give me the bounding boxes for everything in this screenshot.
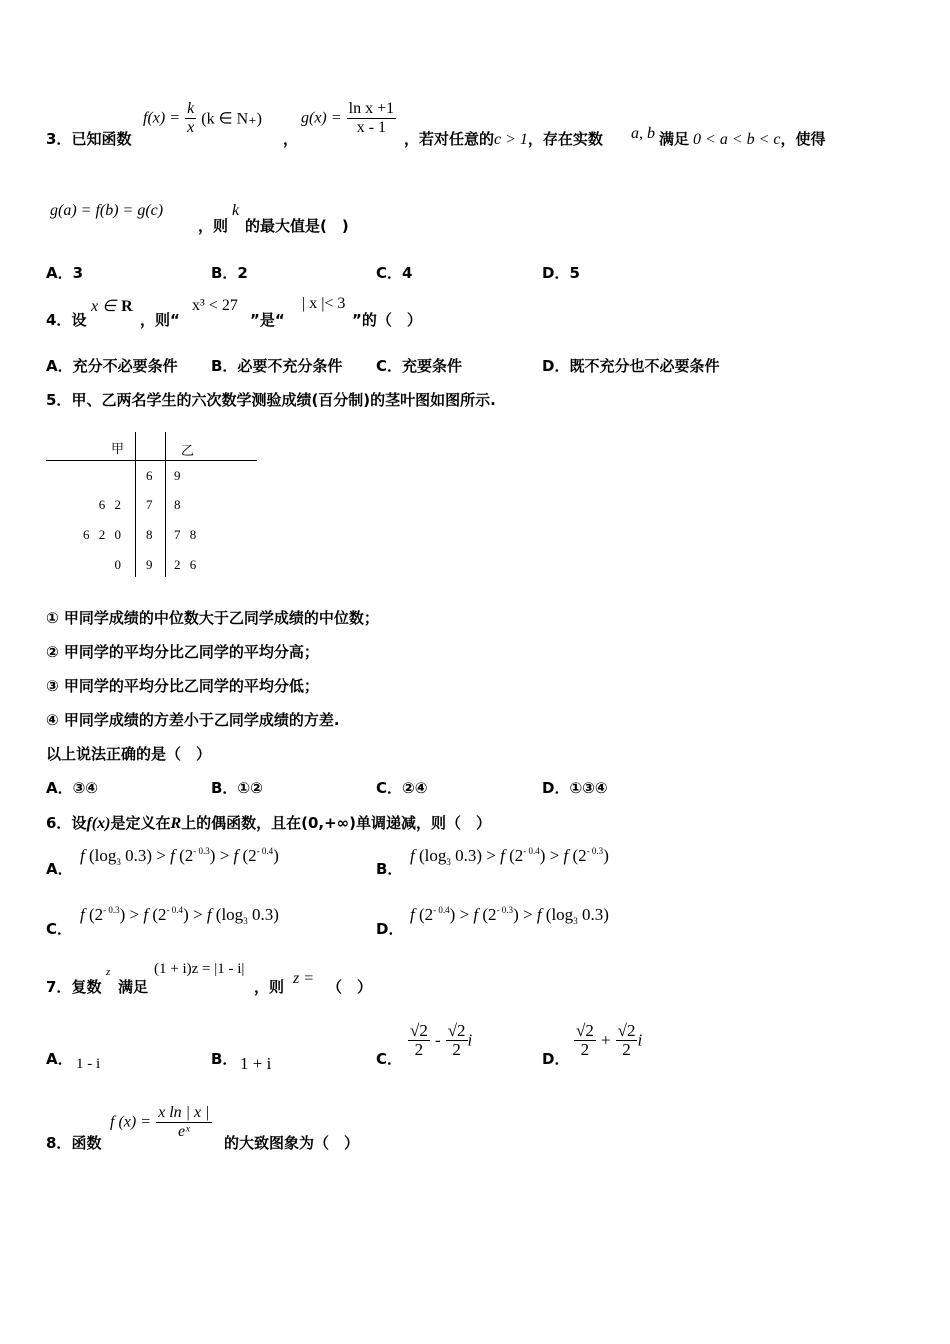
q6-option-d-expr: f $(2^{- 0.4}) > f$ $(2^{- 0.3}) > f$ ($\log_3$ 0.3) (410, 905, 609, 926)
q8-t2: 的大致图象为（ ） (224, 1134, 360, 1152)
q6-label-b: B． (376, 860, 403, 878)
stemplot-row1-right: 9 (174, 468, 181, 483)
q3-line2-text2: 的最大值是( ) (245, 217, 349, 235)
q4-t3: ”是“ (250, 311, 285, 329)
q7-d-num1: √2 (576, 1021, 594, 1040)
q3-option-c: C．4 (376, 264, 413, 282)
q7-c-num2: √2 (447, 1021, 466, 1040)
q8-num: x ln | x | (158, 1104, 210, 1121)
q6-option-d (410, 905, 609, 925)
stemplot-row2-stem: 7 (146, 497, 153, 512)
q3-option-a: A．3 (46, 264, 84, 282)
q8-t1: 函数 (71, 1134, 102, 1152)
q3-intro: 已知函数 (71, 130, 132, 148)
q3-g-fraction (347, 100, 396, 137)
q3-f-definition (143, 100, 262, 137)
q3-number: 3． (46, 130, 72, 148)
q5-statement-3: ③ 甲同学的平均分比乙同学的平均分低； (46, 677, 319, 695)
q8-den: eˣ (178, 1123, 190, 1140)
q3-line2-text1: ，则 (198, 217, 229, 235)
q7-d-op: + (600, 1030, 611, 1050)
q3-text3: ，存在实数 (527, 130, 603, 148)
q5-statement-4: ④ 甲同学成绩的方差小于乙同学成绩的方差. (46, 711, 340, 729)
q3-text5: ，使得 (780, 130, 826, 148)
q6-label-c: C． (46, 920, 73, 938)
q6-t1: 设 (71, 814, 87, 832)
q3-g-num: ln x +1 (348, 100, 395, 117)
q5-text: 甲、乙两名学生的六次数学测验成绩(百分制)的茎叶图如图所示. (71, 391, 496, 409)
stemplot-horizontal-rule (46, 460, 257, 461)
stemplot-row2-left: 6 2 (98, 497, 121, 512)
q8-lhs: f (x) = (110, 1113, 151, 1131)
stemplot-row3-stem: 8 (146, 527, 153, 542)
q4-line (46, 309, 86, 330)
q4-option-c: C．充要条件 (376, 357, 463, 375)
q7-c-frac1 (408, 1022, 430, 1059)
q4-number: 4． (46, 311, 72, 329)
q3-text2: ，若对任意的 (404, 130, 495, 148)
q6-option-b-expr: f ($\log_3$ 0.3) > f $(2^{- 0.4}) > f$ $(2^{- 0.3})$ (410, 846, 609, 867)
stemplot-row1-stem: 6 (146, 468, 153, 483)
q7-d-i: i (637, 1030, 643, 1050)
q7-c-den1: 2 (414, 1040, 424, 1059)
q7-t2: 满足 (118, 978, 149, 996)
q3-g-den: x - 1 (356, 119, 387, 136)
stemplot-row3-left: 6 2 0 (83, 527, 121, 542)
q6-label-d: D． (376, 920, 404, 938)
stemplot-row4-left: 0 (114, 557, 121, 572)
q7-c-op: - (434, 1030, 441, 1050)
q4-t4: ”的（ ） (352, 311, 422, 329)
q4-cond2: | x |< 3 (302, 295, 346, 312)
q8-number: 8． (46, 1134, 72, 1152)
q4-t2: ，则“ (140, 311, 180, 329)
q3-g-definition (301, 100, 396, 137)
q3-f-fraction (185, 100, 196, 137)
stemplot-left-rule (135, 432, 136, 577)
q5-number: 5． (46, 391, 72, 409)
q3-f-cond: (k ∈ N₊) (201, 110, 262, 128)
q3-text4: 满足 (659, 130, 690, 148)
q6-option-c-expr: f $(2^{- 0.3}) > f$ $(2^{- 0.4}) > f$ ($\log_3$ 0.3) (80, 905, 279, 926)
stemplot-header-right: 乙 (181, 443, 195, 458)
q6-t3: 上的偶函数，且在(0,+∞)单调递减，则（ ） (181, 814, 492, 832)
q7-c-num1: √2 (410, 1021, 428, 1040)
q6-fx: f(x) (86, 815, 111, 832)
stemplot-right-rule (165, 432, 166, 577)
q7-option-b: 1 + i (240, 1054, 272, 1073)
q6-t2: 是定义在 (110, 814, 171, 832)
q5-option-d: D．①③④ (542, 779, 608, 797)
q4-option-b: B．必要不充分条件 (211, 357, 343, 375)
q7-t1: 复数 (71, 978, 102, 996)
q7-c-den2: 2 (452, 1040, 461, 1059)
q4-cond1: x³ < 27 (192, 297, 238, 314)
q3-option-d: D．5 (542, 264, 580, 282)
q7-t3: ，则 (254, 978, 285, 996)
q7-d-den1: 2 (580, 1040, 590, 1059)
q7-label-c: C． (376, 1050, 403, 1068)
q3-line2-equation: g(a) = f(b) = g(c) (50, 202, 164, 219)
q3-k: k (232, 202, 240, 219)
q7-c-frac2 (446, 1022, 468, 1059)
q7-option-d (574, 1022, 642, 1059)
stemplot-row4-right: 2 6 (174, 557, 197, 572)
q3-ab: a, b (631, 125, 655, 142)
q5-statement-1: ① 甲同学成绩的中位数大于乙同学成绩的中位数； (46, 609, 379, 627)
q4-t1: 设 (71, 311, 87, 329)
q7-option-a: 1 - i (76, 1056, 101, 1072)
q6-option-a-expr: f ($\log_3$ 0.3) > f $(2^{- 0.3}) > f$ $(2^{- 0.4})$ (80, 846, 279, 867)
q3-f-den: x (187, 119, 195, 136)
q3-g-lhs: g(x) = (301, 109, 342, 127)
q5-stem-leaf-plot (46, 430, 258, 580)
q5-option-a: A．③④ (46, 779, 99, 797)
q4-r-symbol: R (121, 298, 133, 315)
q7-t4: （ ） (327, 978, 373, 996)
q7-number: 7． (46, 978, 72, 996)
q7-c-i: i (467, 1030, 473, 1050)
q3-line1 (46, 128, 131, 149)
q5-option-b: B．①② (211, 779, 263, 797)
q3-ineq: 0 < a < b < c (693, 131, 781, 148)
q3-option-b: B．2 (211, 264, 248, 282)
stemplot-row4-stem: 9 (146, 557, 153, 572)
stemplot-row2-right: 8 (174, 497, 181, 512)
q3-f-num: k (187, 100, 195, 117)
q7-label-d: D． (542, 1050, 570, 1068)
q7-option-c (408, 1022, 472, 1059)
q4-x-in: x ∈ (91, 298, 117, 315)
q7-d-den2: 2 (622, 1040, 631, 1059)
q8-stem-start (46, 1132, 101, 1153)
q3-line1-tail (659, 128, 826, 149)
q6-option-b (410, 846, 609, 866)
q6-option-a (80, 846, 279, 866)
q4-option-a: A．充分不必要条件 (46, 357, 178, 375)
q7-d-frac2 (616, 1022, 638, 1059)
q5-statement-2: ② 甲同学的平均分比乙同学的平均分高； (46, 643, 319, 661)
q3-line1-rest (404, 128, 603, 149)
stemplot-row3-right: 7 8 (174, 527, 197, 542)
q6-option-c (80, 905, 279, 925)
q4-option-d: D．既不充分也不必要条件 (542, 357, 720, 375)
q7-zeq: z = (293, 970, 315, 987)
q4-x-in-r (91, 296, 133, 316)
q7-stem-start (46, 976, 101, 997)
q6-r: R (170, 815, 182, 832)
q7-label-b: B． (211, 1050, 238, 1068)
q7-label-a: A． (46, 1050, 73, 1068)
q3-comma: ， (283, 130, 299, 148)
q3-f-lhs: f(x) = (143, 109, 180, 127)
q8-function (110, 1104, 212, 1141)
q5-ask: 以上说法正确的是（ ） (46, 745, 212, 763)
q6-stem (46, 812, 491, 833)
q8-fraction (156, 1104, 211, 1141)
q7-z: z (106, 966, 111, 978)
q6-number: 6． (46, 814, 72, 832)
q7-eq: (1 + i)z = |1 - i| (154, 961, 245, 977)
q5-stem (46, 389, 496, 410)
q6-label-a: A． (46, 860, 73, 878)
q7-d-num2: √2 (617, 1021, 636, 1040)
stemplot-header-left: 甲 (111, 441, 125, 456)
q3-cond-c: c > 1 (494, 131, 528, 148)
q5-option-c: C．②④ (376, 779, 428, 797)
q7-d-frac1 (574, 1022, 596, 1059)
